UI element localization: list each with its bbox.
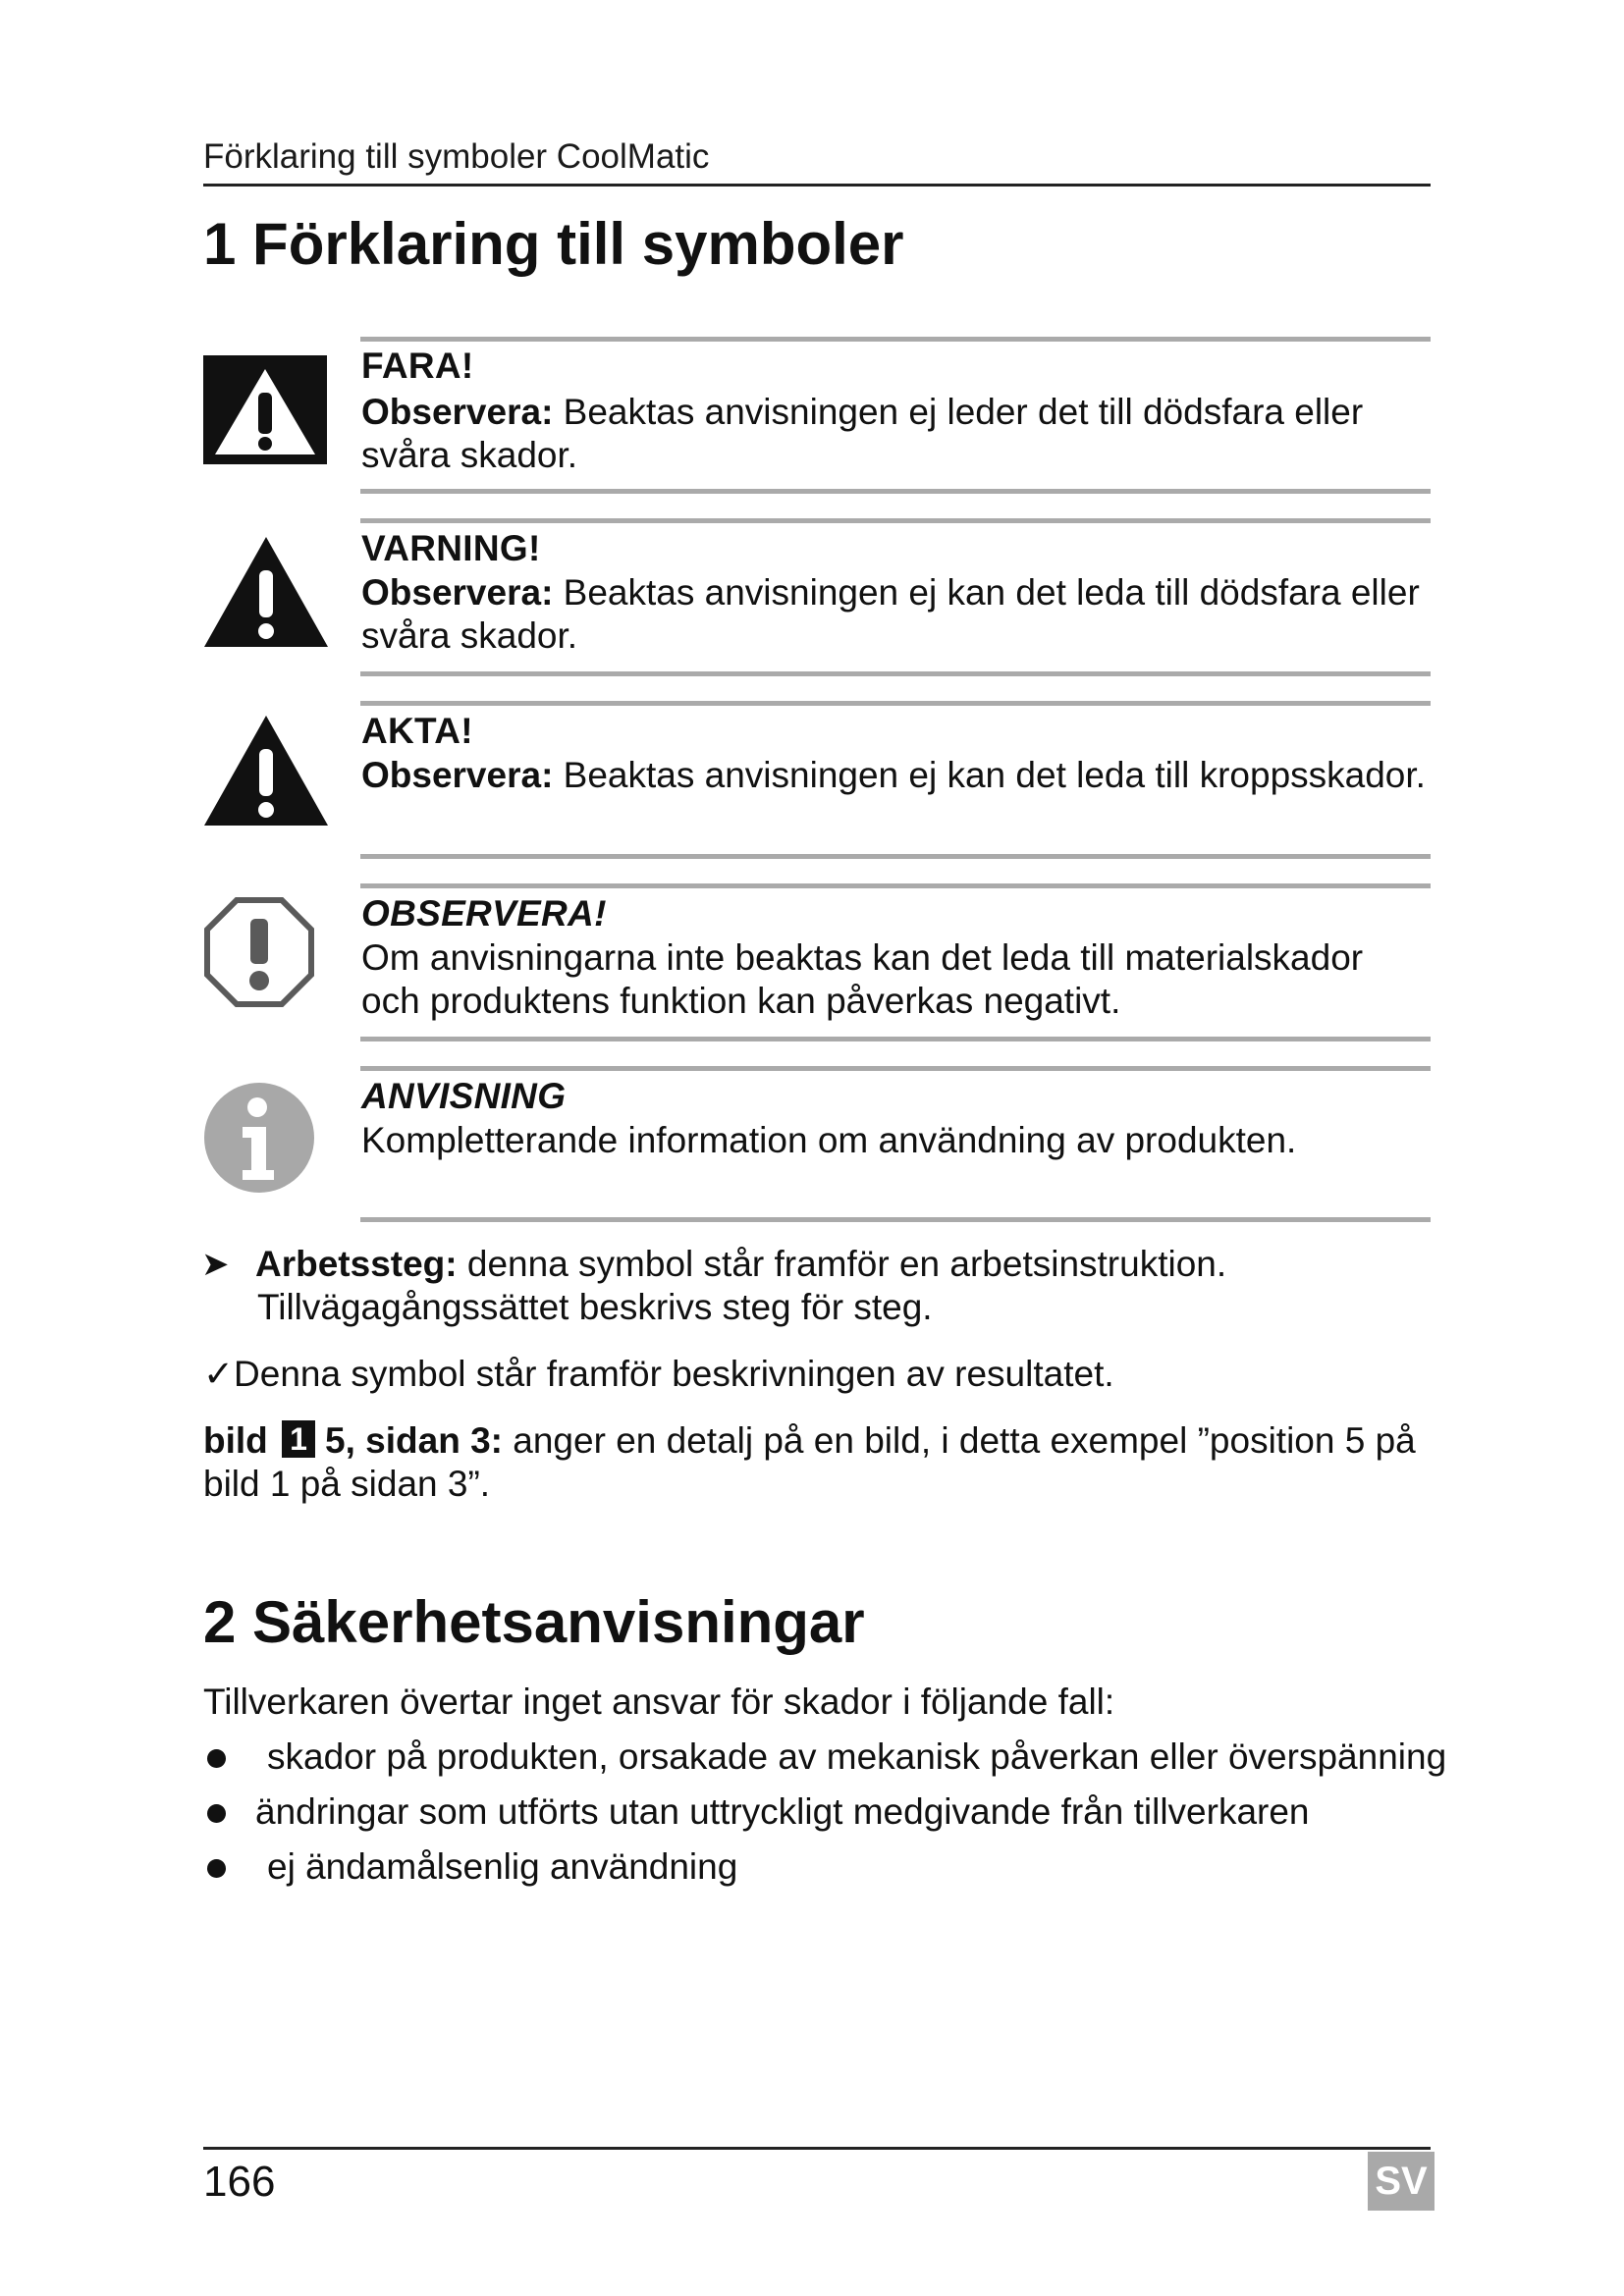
notice-divider: [360, 518, 1431, 523]
notice-divider: [360, 701, 1431, 706]
notice-title-varning: VARNING!: [361, 528, 541, 568]
list-item: ej ändamålsenlig användning: [267, 1846, 738, 1887]
info-icon: [203, 1082, 315, 1194]
notice-title-anvisning: ANVISNING: [361, 1076, 567, 1116]
result-explanation: [203, 1353, 1431, 1396]
notice-text-akta: [361, 754, 1432, 797]
caution-triangle-icon: [203, 714, 329, 828]
notice-divider: [360, 1037, 1431, 1041]
notice-text-observera: Om anvisningarna inte beaktas kan det leda till materialskador och produktens funktion kan påverkas negativt.: [361, 937, 1364, 1021]
figure-ref-lead: bild: [203, 1420, 268, 1461]
notice-body: Beaktas anvisningen ej kan det leda till dödsfara eller svåra skador.: [361, 572, 1420, 656]
notice-divider: [360, 489, 1431, 494]
step-line-1: denna symbol står framför en arbetsinstruktion.: [457, 1244, 1227, 1284]
notice-lead: Observera:: [361, 572, 554, 613]
step-lead: Arbetssteg:: [255, 1244, 458, 1284]
warning-triangle-icon: [203, 535, 329, 649]
figure-reference: [203, 1419, 1431, 1506]
bullet-dot-icon: [207, 1859, 226, 1878]
notice-divider: [360, 1066, 1431, 1071]
checkmark-icon: ✓: [203, 1354, 235, 1394]
notice-title-akta: AKTA!: [361, 711, 473, 751]
footer-divider: [203, 2147, 1431, 2150]
notice-title-fara: FARA!: [361, 346, 474, 386]
notice-text-varning: [361, 571, 1432, 658]
section-1-title: 1 Förklaring till symboler: [203, 211, 904, 277]
section-2-title: 2 Säkerhetsanvisningar: [203, 1589, 865, 1655]
notice-octagon-icon: [203, 896, 315, 1008]
figure-ref-position: 5, sidan 3:: [325, 1420, 503, 1461]
notice-divider: [360, 671, 1431, 676]
language-badge: SV: [1368, 2152, 1435, 2211]
notice-text-fara: [361, 391, 1432, 477]
notice-divider: [360, 883, 1431, 888]
arrow-icon: ➤: [201, 1246, 230, 1283]
list-item: ändringar som utförts utan uttryckligt medgivande från tillverkaren: [255, 1791, 1310, 1832]
bullet-dot-icon: [207, 1749, 226, 1768]
notice-lead: Observera:: [361, 392, 554, 432]
section-2-intro: Tillverkaren övertar inget ansvar för skador i följande fall:: [203, 1682, 1115, 1722]
figure-ref-text: anger en detalj på en bild, i detta exempel ”position 5 på bild 1 på sidan 3”.: [203, 1420, 1416, 1504]
notice-divider: [360, 337, 1431, 342]
running-header: Förklaring till symboler CoolMatic: [203, 137, 710, 176]
notice-body: Beaktas anvisningen ej kan det leda till kroppsskador.: [553, 755, 1426, 795]
header-divider: [203, 184, 1431, 187]
step-explanation: [255, 1243, 1434, 1286]
danger-warning-icon: [203, 355, 327, 464]
result-text: Denna symbol står framför beskrivningen av resultatet.: [234, 1354, 1114, 1394]
notice-divider: [360, 1217, 1431, 1222]
notice-text-anvisning: Kompletterande information om användning av produkten.: [361, 1120, 1297, 1160]
notice-title-observera: OBSERVERA!: [361, 893, 607, 934]
notice-body: Beaktas anvisningen ej leder det till dödsfara eller svåra skador.: [361, 392, 1364, 475]
notice-lead: Observera:: [361, 755, 554, 795]
notice-divider: [360, 854, 1431, 859]
figure-number-badge: 1: [282, 1420, 315, 1458]
page-number: 166: [203, 2158, 276, 2206]
list-item: skador på produkten, orsakade av mekanisk påverkan eller överspänning: [267, 1736, 1447, 1777]
step-line-2: Tillvägagångssättet beskrivs steg för steg.: [257, 1287, 933, 1327]
bullet-dot-icon: [207, 1804, 226, 1823]
